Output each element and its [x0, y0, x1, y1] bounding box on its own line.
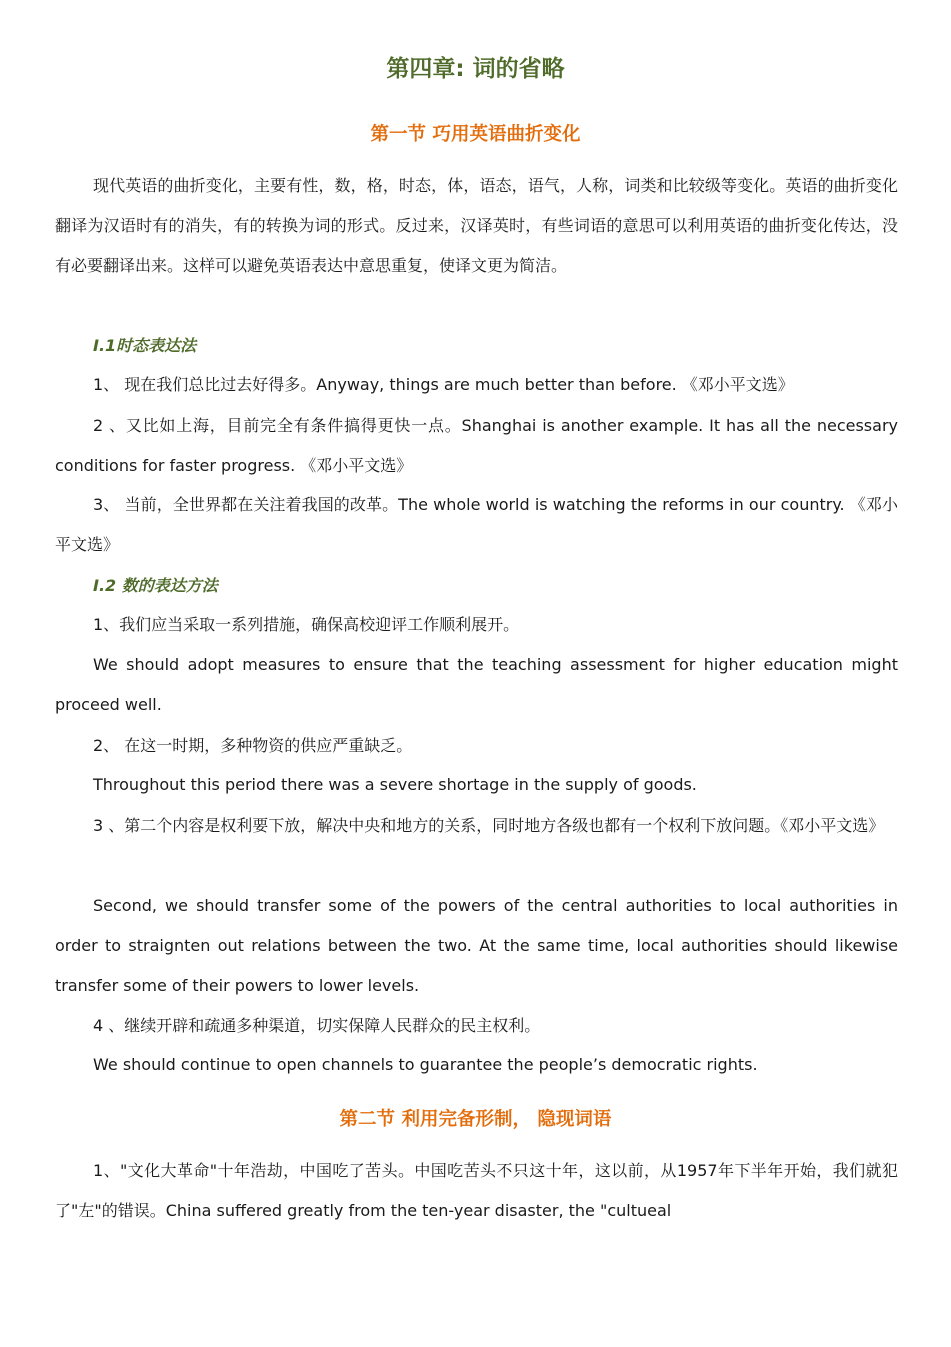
section1-intro: 现代英语的曲折变化，主要有性，数，格，时态，体，语态，语气，人称，词类和比较级等变化。英语的曲折变化翻译为汉语时有的消失，有的转换为词的形式。反过来，汉译英时，有些词语的意思可以利用英语的曲折变化传达，没有必要翻译出来。这样可以避免英语表达中意思重复，使译文更为简洁。 — [55, 176, 898, 275]
section1-heading: 第一节 巧用英语曲折变化 — [370, 124, 581, 145]
sub1-example-3: 3、 当前，全世界都在关注着我国的改革。The whole world is watching the reforms in our country. 《邓小平文选》 — [55, 495, 898, 554]
sub2-heading: I.2 数的表达方法 — [93, 576, 218, 595]
section2-example-1: 1、"文化大革命"十年浩劫，中国吃了苦头。中国吃苦头不只这十年，这以前，从1957年下半年开始，我们就犯了"左"的错误。China suffered greatly from the ten-year disaster, the "cultueal — [55, 1161, 898, 1220]
sub2-example-1-cn: 1、我们应当采取一系列措施，确保高校迎评工作顺利展开。 — [93, 615, 520, 634]
sub2-example-1-en: We should adopt measures to ensure that the teaching assessment for higher education might proceed well. — [55, 655, 898, 714]
section2-heading: 第二节 利用完备形制， 隐现词语 — [339, 1109, 612, 1130]
sub2-example-3-cn: 3 、第二个内容是权利要下放，解决中央和地方的关系，同时地方各级也都有一个权利下放问题。《邓小平文选》 — [93, 816, 885, 835]
sub1-heading: I.1时态表达法 — [93, 336, 197, 355]
sub2-example-4-en: We should continue to open channels to guarantee the people’s democratic rights. — [93, 1055, 758, 1074]
sub2-example-2-cn: 2、 在这一时期，多种物资的供应严重缺乏。 — [93, 736, 413, 755]
sub2-example-2-en: Throughout this period there was a severe shortage in the supply of goods. — [93, 775, 697, 794]
sub2-example-3-en: Second, we should transfer some of the powers of the central authorities to local authorities in order to straignten out relations between the two. At the same time, local authorities should likewise transfer some of their powers to lower levels. — [55, 896, 898, 995]
sub1-example-1: 1、 现在我们总比过去好得多。Anyway, things are much better than before. 《邓小平文选》 — [93, 375, 794, 394]
chapter-title: 第四章: 词的省略 — [386, 56, 565, 82]
sub1-example-2: 2 、又比如上海，目前完全有条件搞得更快一点。Shanghai is another example. It has all the necessary conditions for faster progress. 《邓小平文选》 — [55, 416, 898, 475]
sub2-example-4-cn: 4 、继续开辟和疏通多种渠道，切实保障人民群众的民主权利。 — [93, 1016, 541, 1035]
